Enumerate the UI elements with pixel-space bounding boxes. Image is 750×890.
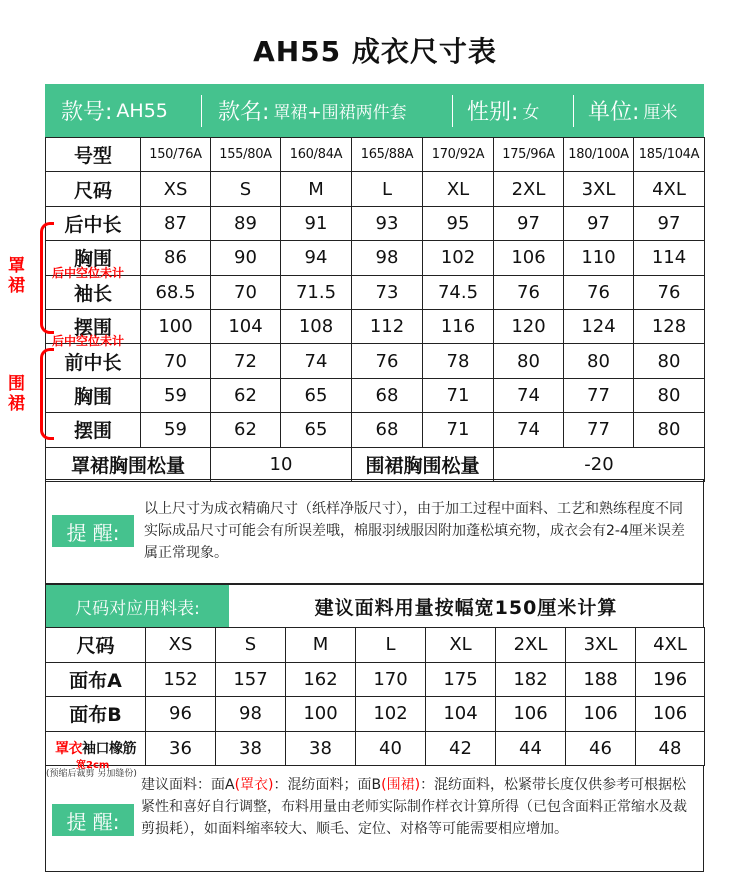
- unit-value: 厘米: [643, 103, 678, 123]
- reminder2-part: ：混纺面料，松紧带长度仅供: [420, 777, 603, 793]
- measure-label: 胸围: [46, 241, 141, 275]
- size-label: 尺码: [46, 172, 141, 206]
- fabric-cell: 106: [636, 697, 705, 732]
- measure-cell: 62: [211, 413, 281, 447]
- measure-cell: 72: [211, 344, 281, 378]
- measure-cell: 116: [423, 309, 494, 343]
- measure-cell: 102: [423, 241, 494, 275]
- cuff-label-red: 罩衣: [55, 741, 82, 758]
- measure-cell: 112: [352, 309, 423, 343]
- style-cell: [45, 84, 201, 137]
- fabric-size-cell: 2XL: [496, 628, 566, 663]
- fabric-size-cell: 3XL: [566, 628, 636, 663]
- measure-row: [46, 413, 705, 447]
- cuff-row: [46, 731, 705, 766]
- cuff-cell: 44: [496, 731, 566, 766]
- fabric-size-label: 尺码: [46, 628, 146, 663]
- measure-label: 前中长: [46, 344, 141, 378]
- model-cell: 170/92A: [423, 138, 494, 172]
- cuff-shrink-note: (预缩后裁剪 另加缝份): [46, 769, 137, 779]
- group-label-apron: 围裙: [8, 374, 25, 414]
- measure-cell: 80: [634, 344, 705, 378]
- measure-cell: 108: [281, 309, 352, 343]
- fabric-size-row: [46, 628, 705, 663]
- measure-cell: 68: [352, 378, 423, 412]
- fabric-size-cell: L: [356, 628, 426, 663]
- measure-cell: 59: [141, 378, 211, 412]
- measure-cell: 80: [634, 413, 705, 447]
- model-cell: 165/88A: [352, 138, 423, 172]
- reminder-box: [45, 479, 704, 584]
- fabric-row: [46, 697, 705, 732]
- measure-cell: 65: [281, 378, 352, 412]
- model-label: 号型: [46, 138, 141, 172]
- measure-cell: 74.5: [423, 275, 494, 309]
- measure-cell: 120: [494, 309, 564, 343]
- reminder2-part: 建议面料：面A: [141, 777, 235, 793]
- name-label: 款名:: [218, 100, 270, 125]
- measure-cell: 68.5: [141, 275, 211, 309]
- measure-cell: 76: [494, 275, 564, 309]
- model-cell: 160/84A: [281, 138, 352, 172]
- fabric-cell: 196: [636, 662, 705, 697]
- measure-cell: 106: [494, 241, 564, 275]
- size-cell: 2XL: [494, 172, 564, 206]
- size-row: [46, 172, 705, 206]
- fabric-size-cell: 4XL: [636, 628, 705, 663]
- model-cell: 180/100A: [564, 138, 634, 172]
- fabric-header: [45, 584, 704, 628]
- ease-b-label: 围裙胸围松量: [352, 447, 494, 481]
- fabric-cell: 157: [216, 662, 286, 697]
- measure-cell: 74: [494, 378, 564, 412]
- name-cell: [202, 84, 452, 137]
- measure-row: [46, 241, 705, 275]
- ease-a-label: 罩裙胸围松量: [46, 447, 211, 481]
- measure-cell: 68: [352, 413, 423, 447]
- measure-cell: 91: [281, 206, 352, 240]
- cuff-width-note: 宽2cm: [76, 760, 110, 771]
- measure-cell: 74: [281, 344, 352, 378]
- measure-cell: 128: [634, 309, 705, 343]
- measure-row: [46, 309, 705, 343]
- measure-cell: 76: [634, 275, 705, 309]
- measure-cell: 73: [352, 275, 423, 309]
- gender-label: 性别:: [467, 100, 519, 125]
- cuff-label: 袖口橡筋: [82, 741, 136, 758]
- fabric-cell: 100: [286, 697, 356, 732]
- measure-label: 摆围: [46, 413, 141, 447]
- cuff-cell: 46: [566, 731, 636, 766]
- measure-label: 袖长: [46, 275, 141, 309]
- unit-label: 单位:: [588, 100, 640, 125]
- style-label: 款号:: [61, 100, 113, 125]
- measure-cell: 100: [141, 309, 211, 343]
- cuff-cell: 36: [146, 731, 216, 766]
- fabric-label: 面布B: [46, 697, 146, 732]
- measure-row: [46, 206, 705, 240]
- fabric-cell: 182: [496, 662, 566, 697]
- reminder-text: 以上尺寸为成衣精确尺寸（纸样净版尺寸），由于加工过程中面料、工艺和熟练程度不同实际成品尺寸可能会有所误差哦，棉服羽绒服因附加蓬松填充物，成衣会有2-4厘米误差属正常现象。: [144, 501, 685, 561]
- measure-cell: 86: [141, 241, 211, 275]
- size-cell: S: [211, 172, 281, 206]
- measure-cell: 94: [281, 241, 352, 275]
- group-label-apron-dress: 罩裙: [8, 256, 25, 296]
- measure-cell: 77: [564, 378, 634, 412]
- fabric-tab: 尺码对应用料表:: [46, 585, 229, 628]
- measure-cell: 59: [141, 413, 211, 447]
- measure-cell: 78: [423, 344, 494, 378]
- measure-row: [46, 344, 705, 378]
- measure-cell: 110: [564, 241, 634, 275]
- model-cell: 150/76A: [141, 138, 211, 172]
- cuff-cell: 38: [286, 731, 356, 766]
- measure-cell: 71: [423, 413, 494, 447]
- measure-cell: 104: [211, 309, 281, 343]
- measure-cell: 98: [352, 241, 423, 275]
- model-row: [46, 138, 705, 172]
- back-gap-note: 后中空位未计: [52, 334, 125, 348]
- style-value: AH55: [116, 99, 168, 122]
- reminder2-red: (罩衣): [234, 777, 274, 793]
- page-title: AH55 成衣尺寸表: [253, 35, 497, 68]
- reminder-badge-2: 提 醒:: [52, 804, 134, 836]
- fabric-cell: 98: [216, 697, 286, 732]
- group-bracket-2: [40, 348, 54, 440]
- measure-cell: 95: [423, 206, 494, 240]
- fabric-cell: 102: [356, 697, 426, 732]
- cuff-cell: 48: [636, 731, 705, 766]
- measure-cell: 70: [141, 344, 211, 378]
- ease-row: [46, 447, 705, 481]
- measure-cell: 114: [634, 241, 705, 275]
- measure-cell: 93: [352, 206, 423, 240]
- measure-cell: 80: [634, 378, 705, 412]
- gender-cell: [453, 84, 573, 137]
- fabric-cell: 175: [426, 662, 496, 697]
- measure-cell: 62: [211, 378, 281, 412]
- reminder-box-2: [45, 766, 704, 872]
- measure-cell: 97: [564, 206, 634, 240]
- name-value: 罩裙+围裙两件套: [273, 103, 407, 123]
- measure-cell: 74: [494, 413, 564, 447]
- unit-cell: [574, 84, 704, 137]
- model-cell: 155/80A: [211, 138, 281, 172]
- fabric-row: [46, 662, 705, 697]
- measure-cell: 89: [211, 206, 281, 240]
- fabric-cell: 104: [426, 697, 496, 732]
- measure-cell: 87: [141, 206, 211, 240]
- fabric-size-cell: M: [286, 628, 356, 663]
- model-cell: 185/104A: [634, 138, 705, 172]
- model-cell: 175/96A: [494, 138, 564, 172]
- size-cell: M: [281, 172, 352, 206]
- size-cell: 3XL: [564, 172, 634, 206]
- measure-label: 后中长: [46, 206, 141, 240]
- fabric-size-cell: S: [216, 628, 286, 663]
- measure-cell: 124: [564, 309, 634, 343]
- fabric-cell: 152: [146, 662, 216, 697]
- cuff-cell: 38: [216, 731, 286, 766]
- fabric-table: [45, 627, 705, 766]
- measure-cell: 71: [423, 378, 494, 412]
- fabric-cell: 106: [496, 697, 566, 732]
- measure-label: 胸围: [46, 378, 141, 412]
- fabric-cell: 106: [566, 697, 636, 732]
- measure-cell: 80: [494, 344, 564, 378]
- size-cell: 4XL: [634, 172, 705, 206]
- reminder-badge: 提 醒:: [52, 515, 134, 547]
- size-cell: XL: [423, 172, 494, 206]
- header-bar: [45, 84, 704, 137]
- fabric-size-cell: XL: [426, 628, 496, 663]
- measure-row: [46, 275, 705, 309]
- measure-cell: 71.5: [281, 275, 352, 309]
- fabric-cell: 170: [356, 662, 426, 697]
- measure-cell: 70: [211, 275, 281, 309]
- cuff-cell: 42: [426, 731, 496, 766]
- fabric-label: 面布A: [46, 662, 146, 697]
- size-cell: XS: [141, 172, 211, 206]
- measure-cell: 97: [634, 206, 705, 240]
- back-gap-note: 后中空位未计: [52, 266, 125, 280]
- reminder2-red: (围裙): [381, 777, 421, 793]
- fabric-size-cell: XS: [146, 628, 216, 663]
- measure-cell: 76: [352, 344, 423, 378]
- reminder2-part: ：混纺面料；面B: [273, 777, 382, 793]
- reminder2-rest: 参考可根据松紧性和喜好自行调整，布料用量由老师实际制作样衣计算所得（已包含面料正常缩水及裁剪损耗），如面料缩率较大、顺毛、定位、对格等可能需要相应增加。: [141, 777, 687, 837]
- size-cell: L: [352, 172, 423, 206]
- gender-value: 女: [522, 103, 540, 123]
- measure-row: [46, 378, 705, 412]
- measure-cell: 80: [564, 344, 634, 378]
- size-table: [45, 137, 705, 482]
- ease-a-value: 10: [211, 447, 352, 481]
- measure-cell: 77: [564, 413, 634, 447]
- measure-cell: 90: [211, 241, 281, 275]
- ease-b-value: -20: [494, 447, 705, 481]
- measure-cell: 76: [564, 275, 634, 309]
- fabric-cell: 188: [566, 662, 636, 697]
- reminder-text-2: [141, 774, 697, 840]
- measure-label: 摆围: [46, 309, 141, 343]
- fabric-cell: 162: [286, 662, 356, 697]
- measure-cell: 65: [281, 413, 352, 447]
- cuff-cell: 40: [356, 731, 426, 766]
- fabric-cell: 96: [146, 697, 216, 732]
- measure-cell: 97: [494, 206, 564, 240]
- fabric-heading: 建议面料用量按幅宽150厘米计算: [314, 597, 618, 619]
